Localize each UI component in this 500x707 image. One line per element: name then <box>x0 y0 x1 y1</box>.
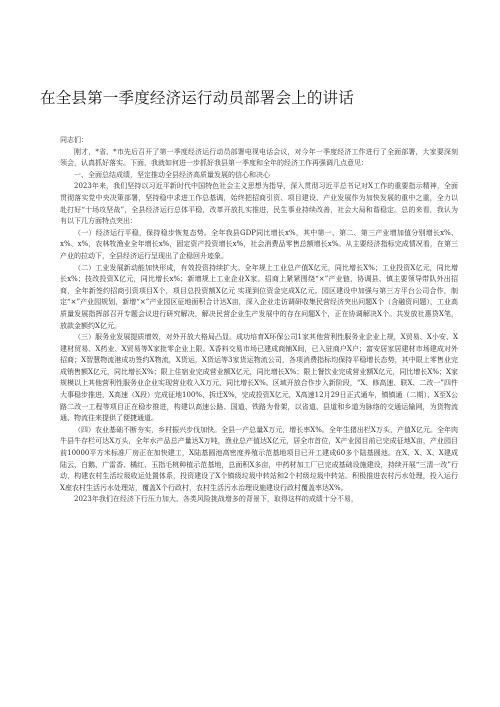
paragraph-economy: （一）经济运行平稳，保持稳步恢复态势。全年我县GDP同比增长x%，其中第一、第二、第三产业增加值分别增长x%、x%、x%，农林牧渔业全年增长x%，固定资产投资增长x%，社会消费品零售总额增长x%。从主要经济指标完成情况看，在第三产业的拉动下，全县经济运行呈现出了企稳回升迹象。 <box>60 228 458 260</box>
paragraph-intro: 刚才，*省、*市先后召开了第一季度经济运行动员部署电视电话会议，对今年一季度经济工作进行了全面部署，大家要深刻领会，认真抓好落实。下面，我就如何进一步抓好我县第一季度和全年的经济工作再强调几点意见： <box>60 147 458 168</box>
greeting: 同志们： <box>60 136 88 144</box>
paragraph-industry: （二）工业发展新动能加快形成，有效投资持续扩大。全年规上工业总产值X亿元，同比增长X%；工业投资X亿元，同比增长x%；技改投资X亿元，同比增长x%；新增规上工业企业X家。招商上紧紧围绕“×”产业链，协调县、镇主要领导带队外出招商，全年新签约招商引资项目X个，项目总投资额X亿元 实现到位资金完成X亿元。园区建设中加强与第三方平台公司合作，制定“×”产业园规划，新增“×”产业园区征地面积合计达X亩，深入企业走访调研收集民营经济突出问题X个（含融资问题），工业高质量发展指挥部召开专题会议进行研究解决，解决民营企业生产发展中的存在问题X个，正在协调解决X个。共发放社惠贷X笔，放款金额约X亿元。 <box>60 263 458 330</box>
paragraph-services: （三）服务业发展提质增效，对外开放大格局凸显。成功培育X环保公司1家其他营利性服务业企业上规，X贸易、X小安、X建材贸易、X药业、X贸易等X家批零企业上限。X香料交易市场已建成商铺X间，已入驻商户X户；富安居家居建材市场建成对外招商；X智慧物流港成功签约X物流，X货运，X货运等3家货运物流公司，各项消费指标均保持平稳增长态势，其中限上零售业完成销售额X亿元，同比增长X%；限上住宿业完成营业额X亿元，同比增长X%；限上餐饮业完成营业额X亿元，同比增长X%；X家规模以上其他营利性服务业企业实现营业收入X万元，同比增长X%。区域开放合作步入新阶段，“X、修高速、联X、二改一”四件大事稳步推进，X高速（X段）完成征地100%、拆迁X%，完成投资X亿元，X高速12月29日正式通车，镇镇通（二期）、X至X公路二改一工程等项目正在稳步推进，构建以高速公路、国道、铁路为骨架，以省道、县道和乡道为脉络的交通运输网，为货物流通、物流往来提供了便捷通道。 <box>60 333 458 423</box>
paragraph-overview: 2023年来，我们坚持以习近平新时代中国特色社会主义思想为指导，深入贯彻习近平总书记对X工作的重要指示精神，全面贯彻落实党中央决策部署，坚持稳中求进工作总基调，始终把招商引资、项目建设、产业发展作为加快发展的重中之重，全力以赴打好“十场攻坚战”，全县经济运行总体平稳，改革开放扎实推进，民生事业持续改善，社会大局和谐稳定。总的来看，我认为有以下几方面特点突出： <box>60 182 458 226</box>
document-title: 在全县第一季度经济运行动员部署会上的讲话 <box>40 89 355 108</box>
section-heading-1: 一、全面总结成绩，坚定推动全县经济高质量发展的信心和决心 <box>74 170 270 179</box>
document-body <box>60 135 458 506</box>
paragraph-summary: 2023年我们在经济下行压力加大、各类风险挑战增多的背景下，取得这样的成绩十分不易， <box>74 495 358 504</box>
paragraph-agriculture: （四）农业基础不断夯实，乡村振兴步伐加快。全县一产总量X万元，增长率X%。全年生猪出栏X万头，产值X亿元。全年肉牛县牛存栏可达X万头，全年水产品总产量达X万吨，渔业总产值达X亿元，居全市首位，X产业园目前已完成征地X亩，产业园目前10000平方米标准厂房正在加快建工，X陆基圆池高密度养殖示范基地项目已开工建成60多个陆基圆池。在X、X、X、X建成陆云、白鹅、广雷香、橘红、玉指毛桃种植示范基地，总面积X多亩，中药材加工厂已完成基础设施建设，持续开展“三清一改”行动，构建农村生活垃圾收运处置体系，投资建设了X个镇级垃圾中转站和2个村级垃圾中转站。积极推进农村污水处理，投入运行X座农村生活污水处理站，覆盖X个行政村，农村生活污水治理设施建设行政村覆盖率达X%。 <box>60 425 458 492</box>
